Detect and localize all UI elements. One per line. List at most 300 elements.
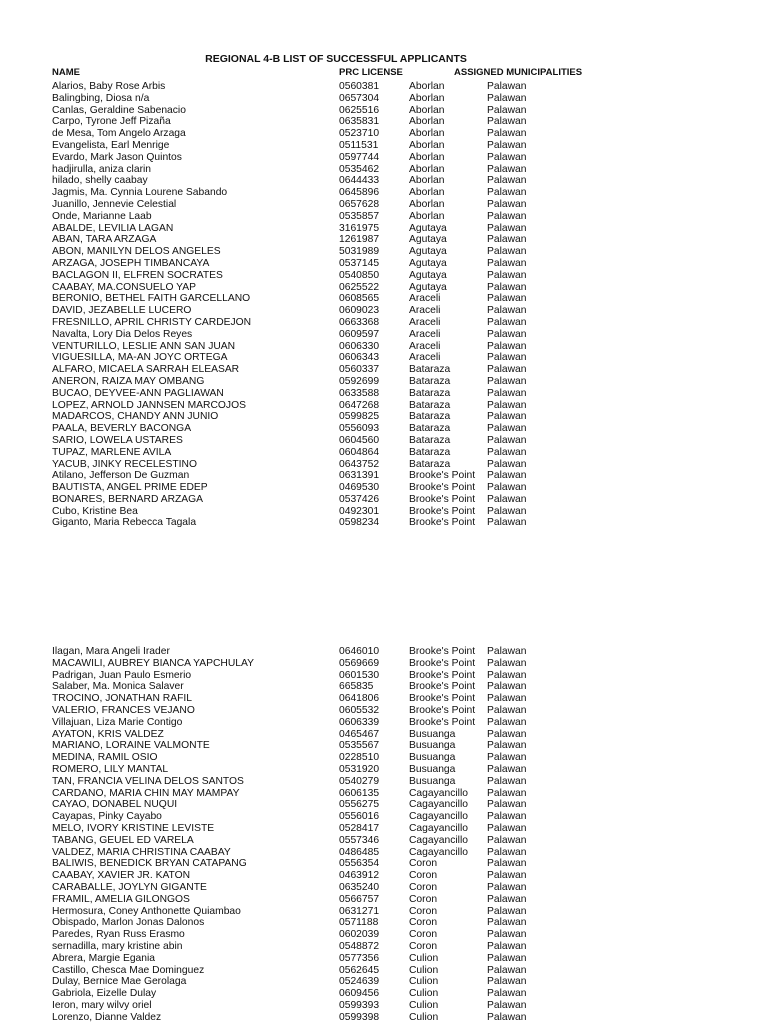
prc-license-number: 0606339 [339,716,380,728]
prc-license-number: 0643752 [339,458,380,470]
assigned-province: Palawan [487,775,527,787]
assigned-municipality: Aborlan [409,210,445,222]
table-row [0,81,768,93]
assigned-municipality: Coron [409,881,438,893]
applicant-name: BERONIO, BETHEL FAITH GARCELLANO [52,293,251,305]
prc-license-number: 0644433 [339,175,380,187]
table-row [0,776,768,788]
assigned-province: Palawan [487,482,527,494]
table-row [0,941,768,953]
applicant-name: BUCAO, DEYVEE-ANN PAGLIAWAN [52,387,224,399]
assigned-province: Palawan [487,470,527,482]
applicant-name: de Mesa, Tom Angelo Arzaga [52,128,186,140]
prc-license-number: 3161975 [339,222,380,234]
prc-license-number: 0606343 [339,352,380,364]
prc-license-number: 0535857 [339,210,380,222]
assigned-municipality: Bataraza [409,458,451,470]
assigned-municipality: Brooke's Point [409,716,476,728]
applicant-name: ROMERO, LILY MANTAL [52,763,169,775]
assigned-province: Palawan [487,988,527,1000]
applicant-name: MADARCOS, CHANDY ANN JUNIO [52,411,219,423]
applicant-name: BACLAGON II, ELFREN SOCRATES [52,269,223,281]
assigned-province: Palawan [487,399,527,411]
applicant-name: ARZAGA, JOSEPH TIMBANCAYA [52,257,210,269]
prc-license-number: 0645896 [339,187,380,199]
assigned-province: Palawan [487,234,527,246]
assigned-province: Palawan [487,716,527,728]
applicant-name: MACAWILI, AUBREY BIANCA YAPCHULAY [52,657,254,669]
prc-license-number: 0606135 [339,787,380,799]
applicant-name: Juanillo, Jennevie Celestial [52,198,177,210]
assigned-municipality: Busuanga [409,763,456,775]
applicant-name: BONARES, BERNARD ARZAGA [52,493,204,505]
prc-license-number: 0577356 [339,952,380,964]
prc-license-number: 0641806 [339,693,380,705]
assigned-municipality: Araceli [409,316,441,328]
table-header [0,67,768,79]
assigned-municipality: Cagayancillo [409,834,468,846]
assigned-municipality: Aborlan [409,139,445,151]
table-row [0,364,768,376]
table-row [0,917,768,929]
table-row [0,953,768,965]
assigned-province: Palawan [487,411,527,423]
applicant-name: ABAN, TARA ARZAGA [52,234,157,246]
assigned-province: Palawan [487,1011,527,1023]
table-row [0,447,768,459]
assigned-municipality: Busuanga [409,728,456,740]
prc-license-number: 0646010 [339,646,380,657]
assigned-municipality: Busuanga [409,752,456,764]
assigned-province: Palawan [487,870,527,882]
assigned-province: Palawan [487,517,527,529]
applicant-name: Evardo, Mark Jason Quintos [52,151,182,163]
table-row [0,116,768,128]
assigned-province: Palawan [487,976,527,988]
assigned-municipality: Araceli [409,293,441,305]
prc-license-number: 0635831 [339,116,380,128]
assigned-province: Palawan [487,905,527,917]
prc-license-number: 0556016 [339,811,380,823]
header-prc-license: PRC LICENSE [339,67,403,78]
prc-license-number: 0560381 [339,81,380,92]
applicant-name: ABALDE, LEVILIA LAGAN [52,222,174,234]
table-row [0,93,768,105]
applicant-name: MELO, IVORY KRISTINE LEVISTE [52,822,215,834]
prc-license-number: 0647268 [339,399,380,411]
applicant-name: Gabriola, Eizelle Dulay [52,988,157,1000]
table-row [0,988,768,1000]
table-row [0,199,768,211]
assigned-municipality: Coron [409,893,438,905]
assigned-municipality: Cagayancillo [409,787,468,799]
assigned-municipality: Aborlan [409,151,445,163]
table-row [0,823,768,835]
assigned-municipality: Agutaya [409,222,447,234]
table-row [0,152,768,164]
assigned-province: Palawan [487,846,527,858]
prc-license-number: 0608565 [339,293,380,305]
table-row [0,929,768,941]
applicant-name: Giganto, Maria Rebecca Tagala [52,517,197,529]
applicant-name: VIGUESILLA, MA-AN JOYC ORTEGA [52,352,228,364]
assigned-province: Palawan [487,293,527,305]
applicant-name: VALERIO, FRANCES VEJANO [52,704,195,716]
applicant-name: Paredes, Ryan Russ Erasmo [52,929,185,941]
assigned-province: Palawan [487,163,527,175]
table-row [0,435,768,447]
applicant-name: sernadilla, mary kristine abin [52,940,183,952]
assigned-municipality: Araceli [409,305,441,317]
assigned-municipality: Aborlan [409,163,445,175]
table-row [0,811,768,823]
applicant-name: ANERON, RAIZA MAY OMBANG [52,375,205,387]
table-row [0,223,768,235]
applicant-name: CARDANO, MARIA CHIN MAY MAMPAY [52,787,240,799]
assigned-municipality: Aborlan [409,116,445,128]
table-row [0,1012,768,1024]
applicant-name: Evangelista, Earl Menrige [52,139,170,151]
assigned-municipality: Agutaya [409,257,447,269]
prc-license-number: 0560337 [339,364,380,376]
applicant-name: FRAMIL, AMELIA GILONGOS [52,893,190,905]
prc-license-number: 0465467 [339,728,380,740]
table-row [0,764,768,776]
applicant-name: Abrera, Margie Egania [52,952,156,964]
prc-license-number: 0625522 [339,281,380,293]
applicant-name: hadjirulla, aniza clarin [52,163,152,175]
assigned-municipality: Bataraza [409,375,451,387]
table-row [0,646,768,658]
assigned-municipality: Cagayancillo [409,799,468,811]
table-row [0,270,768,282]
assigned-municipality: Brooke's Point [409,470,476,482]
applicant-name: PAALA, BEVERLY BACONGA [52,423,192,435]
table-row [0,494,768,506]
prc-license-number: 665835 [339,681,374,693]
assigned-province: Palawan [487,799,527,811]
applicant-name: Lorenzo, Dianne Valdez [52,1011,162,1023]
assigned-province: Palawan [487,728,527,740]
applicant-name: hilado, shelly caabay [52,175,148,187]
assigned-municipality: Brooke's Point [409,669,476,681]
applicant-name: Jagmis, Ma. Cynnia Lourene Sabando [52,187,228,199]
assigned-province: Palawan [487,787,527,799]
table-row [0,329,768,341]
assigned-province: Palawan [487,940,527,952]
assigned-municipality: Cagayancillo [409,822,468,834]
prc-license-number: 0556275 [339,799,380,811]
applicant-name: Castillo, Chesca Mae Dominguez [52,964,205,976]
table-row [0,105,768,117]
prc-license-number: 0631391 [339,470,380,482]
table-row [0,1000,768,1012]
table-row [0,799,768,811]
table-row [0,282,768,294]
applicant-name: TUPAZ, MARLENE AVILA [52,446,172,458]
prc-license-number: 0548872 [339,940,380,952]
assigned-municipality: Agutaya [409,269,447,281]
prc-license-number: 0657628 [339,198,380,210]
applicant-name: Padrigan, Juan Paulo Esmerio [52,669,192,681]
prc-license-number: 0605532 [339,704,380,716]
assigned-province: Palawan [487,352,527,364]
table-row [0,482,768,494]
table-row [0,234,768,246]
table-row [0,882,768,894]
table-row [0,717,768,729]
prc-license-number: 0566757 [339,893,380,905]
assigned-municipality: Aborlan [409,187,445,199]
applicant-name: BALIWIS, BENEDICK BRYAN CATAPANG [52,858,247,870]
assigned-municipality: Brooke's Point [409,505,476,517]
prc-license-number: 0604560 [339,434,380,446]
prc-license-number: 0599393 [339,999,380,1011]
applicant-name: DAVID, JEZABELLE LUCERO [52,305,192,317]
table-row [0,423,768,435]
table-row [0,293,768,305]
prc-license-number: 0571188 [339,917,379,929]
prc-license-number: 0523710 [339,128,380,140]
assigned-province: Palawan [487,917,527,929]
assigned-municipality: Cagayancillo [409,811,468,823]
assigned-province: Palawan [487,387,527,399]
assigned-province: Palawan [487,187,527,199]
assigned-municipality: Bataraza [409,434,451,446]
prc-license-number: 0633588 [339,387,380,399]
prc-license-number: 0537426 [339,493,380,505]
assigned-province: Palawan [487,822,527,834]
assigned-province: Palawan [487,446,527,458]
applicant-name: CAABAY, MA.CONSUELO YAP [52,281,197,293]
table-row [0,752,768,764]
assigned-province: Palawan [487,434,527,446]
prc-license-number: 0609597 [339,328,380,340]
applicant-name: FRESNILLO, APRIL CHRISTY CARDEJON [52,316,252,328]
assigned-municipality: Coron [409,870,438,882]
assigned-municipality: Culion [409,1011,439,1023]
assigned-province: Palawan [487,210,527,222]
applicant-name: ABON, MANILYN DELOS ANGELES [52,246,221,258]
assigned-province: Palawan [487,752,527,764]
assigned-province: Palawan [487,999,527,1011]
assigned-municipality: Bataraza [409,387,451,399]
table-row [0,894,768,906]
prc-license-number: 0606330 [339,340,380,352]
assigned-province: Palawan [487,929,527,941]
assigned-province: Palawan [487,881,527,893]
prc-license-number: 0511531 [339,139,379,151]
table-row [0,506,768,518]
prc-license-number: 0599398 [339,1011,380,1023]
assigned-province: Palawan [487,811,527,823]
prc-license-number: 0540279 [339,775,380,787]
assigned-municipality: Aborlan [409,198,445,210]
prc-license-number: 0557346 [339,834,380,846]
assigned-province: Palawan [487,669,527,681]
prc-license-number: 0598234 [339,517,380,529]
assigned-municipality: Bataraza [409,399,451,411]
applicant-name: Alarios, Baby Rose Arbis [52,81,166,92]
table-row [0,459,768,471]
assigned-municipality: Brooke's Point [409,704,476,716]
prc-license-number: 1261987 [339,234,380,246]
applicant-name: MEDINA, RAMIL OSIO [52,752,158,764]
assigned-municipality: Araceli [409,340,441,352]
table-row [0,681,768,693]
prc-license-number: 0528417 [339,822,380,834]
assigned-municipality: Culion [409,988,439,1000]
assigned-municipality: Coron [409,940,438,952]
assigned-municipality: Bataraza [409,446,451,458]
applicant-name: Balingbing, Diosa n/a [52,92,150,104]
assigned-municipality: Brooke's Point [409,517,476,529]
applicant-name: Obispado, Marlon Jonas Dalonos [52,917,205,929]
assigned-province: Palawan [487,139,527,151]
assigned-province: Palawan [487,646,527,657]
assigned-municipality: Brooke's Point [409,493,476,505]
prc-license-number: 0601530 [339,669,380,681]
assigned-municipality: Coron [409,858,438,870]
applicant-name: Hermosura, Coney Anthonette Quiambao [52,905,241,917]
prc-license-number: 0609023 [339,305,380,317]
table-row [0,693,768,705]
applicant-name: Ilagan, Mara Angeli Irader [52,646,170,657]
table-row [0,140,768,152]
table-row [0,670,768,682]
assigned-municipality: Cagayancillo [409,846,468,858]
assigned-province: Palawan [487,222,527,234]
prc-license-number: 0486485 [339,846,380,858]
assigned-municipality: Bataraza [409,423,451,435]
table-row [0,128,768,140]
assigned-municipality: Busuanga [409,740,456,752]
applicant-name: SARIO, LOWELA USTARES [52,434,183,446]
prc-license-number: 0597744 [339,151,380,163]
table-row [0,870,768,882]
table-row [0,400,768,412]
applicant-name: Cayapas, Pinky Cayabo [52,811,162,823]
prc-license-number: 0540850 [339,269,380,281]
table-row [0,164,768,176]
assigned-province: Palawan [487,198,527,210]
table-row [0,788,768,800]
table-row [0,858,768,870]
table-row [0,187,768,199]
applicant-name: ALFARO, MICAELA SARRAH ELEASAR [52,364,240,376]
assigned-province: Palawan [487,693,527,705]
table-row [0,847,768,859]
applicant-name: Dulay, Bernice Mae Gerolaga [52,976,187,988]
table-row [0,517,768,529]
assigned-municipality: Coron [409,929,438,941]
prc-license-number: 0531920 [339,763,380,775]
applicant-name: CARABALLE, JOYLYN GIGANTE [52,881,207,893]
prc-license-number: 0537145 [339,257,380,269]
table-row [0,658,768,670]
assigned-province: Palawan [487,423,527,435]
prc-license-number: 0602039 [339,929,380,941]
table-row [0,258,768,270]
assigned-municipality: Araceli [409,328,441,340]
assigned-municipality: Brooke's Point [409,657,476,669]
applicant-name: TAN, FRANCIA VELINA DELOS SANTOS [52,775,244,787]
assigned-province: Palawan [487,305,527,317]
assigned-province: Palawan [487,375,527,387]
applicant-name: Canlas, Geraldine Sabenacio [52,104,186,116]
prc-license-number: 0556354 [339,858,380,870]
table-row [0,470,768,482]
applicant-name: Ieron, mary wilvy oriel [52,999,152,1011]
assigned-province: Palawan [487,257,527,269]
assigned-municipality: Bataraza [409,364,451,376]
applicant-name: MARIANO, LORAINE VALMONTE [52,740,210,752]
assigned-province: Palawan [487,681,527,693]
assigned-province: Palawan [487,104,527,116]
prc-license-number: 0635240 [339,881,380,893]
table-row [0,352,768,364]
assigned-municipality: Aborlan [409,81,445,92]
assigned-province: Palawan [487,316,527,328]
applicant-name: VALDEZ, MARIA CHRISTINA CAABAY [52,846,231,858]
assigned-municipality: Brooke's Point [409,681,476,693]
table-row [0,388,768,400]
assigned-municipality: Aborlan [409,175,445,187]
assigned-province: Palawan [487,505,527,517]
table-row [0,341,768,353]
table-row [0,246,768,258]
assigned-municipality: Agutaya [409,234,447,246]
applicant-name: TABANG, GEUEL ED VARELA [52,834,194,846]
prc-license-number: 0663368 [339,316,380,328]
prc-license-number: 0535462 [339,163,380,175]
header-name: NAME [52,67,80,78]
assigned-province: Palawan [487,246,527,258]
assigned-province: Palawan [487,763,527,775]
assigned-province: Palawan [487,704,527,716]
table-row [0,376,768,388]
prc-license-number: 0469530 [339,482,380,494]
table-row [0,305,768,317]
assigned-province: Palawan [487,964,527,976]
applicant-name: Onde, Marianne Laab [52,210,152,222]
assigned-province: Palawan [487,834,527,846]
table-row [0,211,768,223]
assigned-province: Palawan [487,740,527,752]
prc-license-number: 0657304 [339,92,380,104]
prc-license-number: 0569669 [339,657,380,669]
table-row [0,317,768,329]
assigned-municipality: Culion [409,999,439,1011]
prc-license-number: 0592699 [339,375,380,387]
assigned-province: Palawan [487,128,527,140]
table-row [0,729,768,741]
applicant-name: AYATON, KRIS VALDEZ [52,728,164,740]
assigned-municipality: Coron [409,917,438,929]
applicant-name: Atilano, Jefferson De Guzman [52,470,190,482]
prc-license-number: 0609456 [339,988,380,1000]
assigned-province: Palawan [487,364,527,376]
prc-license-number: 0556093 [339,423,380,435]
applicant-name: YACUB, JINKY RECELESTINO [52,458,197,470]
assigned-province: Palawan [487,657,527,669]
applicant-name: LOPEZ, ARNOLD JANNSEN MARCOJOS [52,399,246,411]
table-row [0,835,768,847]
assigned-province: Palawan [487,116,527,128]
prc-license-number: 0228510 [339,752,380,764]
assigned-municipality: Aborlan [409,92,445,104]
applicant-name: Salaber, Ma. Monica Salaver [52,681,184,693]
